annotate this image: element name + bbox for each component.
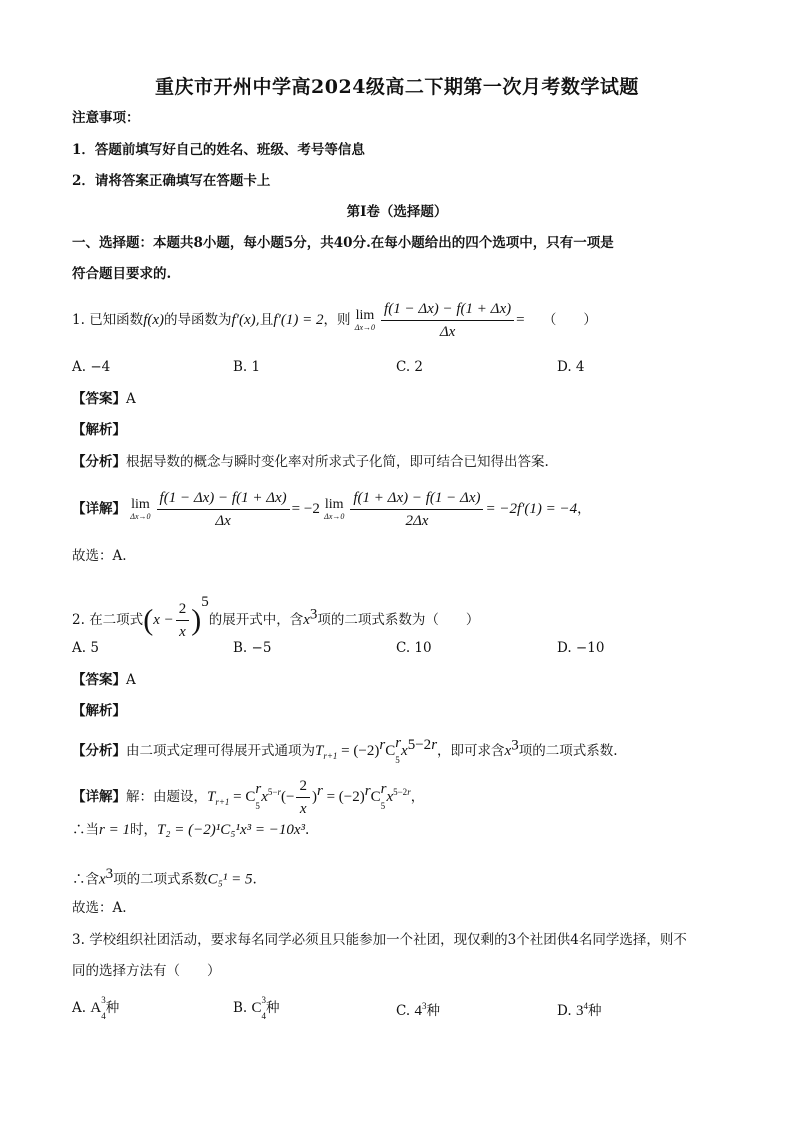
part1-intro-line1: 一、选择题：本题共8小题，每小题5分，共40分.在每小题给出的四个选项中，只有一项是 [72, 235, 614, 251]
q2-r1-line: ∴当r = 1时，T₂ = (−2)¹C₅¹x³ = −10x³. [72, 822, 310, 838]
q1-choose: 故选：A. [72, 548, 127, 564]
q1-equals: = [516, 312, 525, 328]
q1-stem [72, 297, 597, 343]
notice-item-1: 1．答题前填写好自己的姓名、班级、考号等信息 [72, 142, 365, 158]
q1-fenxi: 【分析】根据导数的概念与瞬时变化率对所求式子化简，即可结合已知得出答案. [72, 454, 549, 470]
q1-text-3: ,且 [255, 312, 274, 328]
q2-coef-line: ∴含$x^3$项的二项式系数C₅¹ = 5. [72, 866, 257, 888]
page-title: 重庆市开州中学高2024级高二下期第一次月考数学试题 [155, 76, 639, 98]
q1-xiangjie: 【详解】 lim Δx→0 $\frac{f(1 - \Delta x) - f(1 + \Delta x)}{\Delta x}$ = −2 lim Δx→0 $\frac{f(1 + \Delta x) - f(1 - \Delta x)}{2\Delta x}$ = −2f′(1) = −4， [72, 486, 591, 532]
q1-answer-paren: （ ） [542, 312, 597, 328]
q1-text-1: 已知函数 [89, 312, 144, 328]
q2-option-c: C. 10 [396, 640, 432, 656]
q3-option-d: D. $3^4$种 [557, 1001, 602, 1019]
q1-option-b: B. 1 [233, 359, 261, 375]
notice-item-2: 2．请将答案正确填写在答题卡上 [72, 173, 271, 189]
q3-option-a: A. $A^3$ $_4$种 [72, 995, 120, 1021]
q1-limit: lim Δx→0 [354, 307, 376, 332]
q1-analysis-label: 【解析】 [72, 422, 126, 438]
q1-option-c: C. 2 [396, 359, 424, 375]
q1-text-4: ，则 [323, 312, 351, 328]
q1-text-2: 的导函数为 [164, 312, 232, 328]
q2-option-a: A. 5 [72, 640, 99, 656]
q2-stem: 2. 在二项式(x − $\frac{2}{x}$ )$^5$的展开式中，含$x^3$项的二项式系数为（ ） [72, 594, 480, 640]
q2-option-b: B. −5 [233, 640, 272, 656]
q1-option-d: D. 4 [557, 359, 585, 375]
q3-option-c: C. $4^3$种 [396, 1001, 440, 1019]
q1-fx: f(x) [143, 312, 165, 328]
q3-stem-line2: 同的选择方法有（ ） [72, 963, 221, 979]
part1-intro-line2: 符合题目要求的. [72, 266, 172, 282]
section-title: 第I卷（选择题） [346, 204, 448, 220]
q1-fraction: $\frac{f(1 - \Delta x) - f(1 + \Delta x)}{\Delta x}$ [381, 298, 514, 343]
notice-heading: 注意事项： [72, 110, 140, 126]
q1-fpx: f′(x) [231, 312, 256, 328]
q2-choose: 故选：A. [72, 900, 127, 916]
q2-analysis-label: 【解析】 [72, 703, 126, 719]
q2-fenxi: 【分析】由二项式定理可得展开式通项为$T_{r+1} = (-2)^rC^r$ $_5x^{5-2r}$，即可求含$x^3$项的二项式系数. [72, 734, 618, 765]
q2-option-d: D. −10 [557, 640, 605, 656]
q2-xiangjie: 【详解】解：由题设，$T_{r+1} = C^r$ $_5x^{5-r}(-$ $\frac{2}{x}$ )$^r = (-2)^rC^r$ $_5x^{5-2r}$， [72, 773, 424, 820]
q1-condition: f′(1) = 2 [273, 312, 324, 328]
q3-stem-line1: 3. 学校组织社团活动，要求每名同学必须且只能参加一个社团，现仅剩的3个社团供4名同学选择，则不 [72, 932, 687, 948]
q2-answer: 【答案】A [72, 672, 136, 688]
q1-answer: 【答案】A [72, 391, 136, 407]
q3-option-b: B. $C^3$ $_4$种 [233, 995, 280, 1021]
q1-option-a: A. −4 [72, 359, 111, 375]
q1-number: 1. [72, 312, 85, 328]
